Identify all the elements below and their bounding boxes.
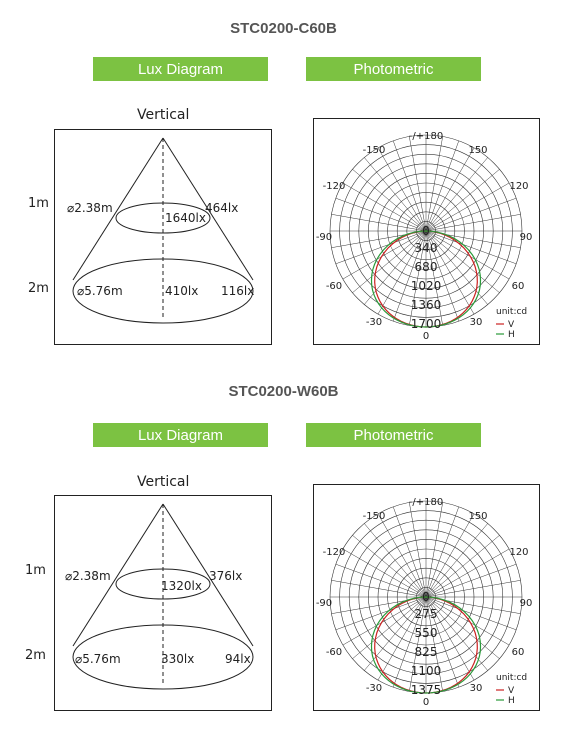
distance-2m-label: 2m <box>25 648 46 663</box>
center-lux-1m: 1640lx <box>165 211 206 225</box>
vertical-label: Vertical <box>137 107 190 123</box>
angle-label-neg120: -120 <box>322 181 346 192</box>
edge-lux-2m: 94lx <box>225 652 251 666</box>
angle-label-60: 60 <box>511 647 525 658</box>
angle-label-120: 120 <box>509 547 529 558</box>
lux-cone-diagram <box>55 496 271 710</box>
angle-label-150: 150 <box>468 511 488 522</box>
angle-label-90: 90 <box>519 598 533 609</box>
center-lux-2m: 410lx <box>165 284 199 298</box>
vertical-label: Vertical <box>137 474 190 490</box>
photometric-polar-chart <box>314 485 539 710</box>
legend-v-label: V <box>508 320 515 330</box>
angle-label-neg150: -150 <box>362 511 386 522</box>
unit-label: unit:cd <box>496 673 528 683</box>
legend-h-label: H <box>508 696 515 706</box>
angle-label-neg120: -120 <box>322 547 346 558</box>
angle-label-neg60: -60 <box>325 281 343 292</box>
lux-diagram-panel <box>54 495 272 711</box>
edge-lux-1m: 376lx <box>209 569 243 583</box>
tab-photometric[interactable]: Photometric <box>306 57 481 81</box>
tab-photometric[interactable]: Photometric <box>306 423 481 447</box>
legend-v-label: V <box>508 686 515 696</box>
ring-label-1: 275 <box>414 607 438 621</box>
edge-lux-2m: 116lx <box>221 284 255 298</box>
angle-label-0: 0 <box>422 697 430 708</box>
model-title: STC0200-C60B <box>230 20 337 37</box>
diameter-1m: ⌀2.38m <box>65 569 111 583</box>
diameter-1m: ⌀2.38m <box>67 201 113 215</box>
unit-label: unit:cd <box>496 307 528 317</box>
model-title: STC0200-W60B <box>228 383 339 400</box>
angle-label-150: 150 <box>468 145 488 156</box>
ring-label-1: 340 <box>414 241 438 255</box>
center-lux-2m: 330lx <box>161 652 195 666</box>
photometric-panel <box>313 118 540 345</box>
angle-label-30: 30 <box>469 317 483 328</box>
tab-lux-diagram[interactable]: Lux Diagram <box>93 423 268 447</box>
angle-label-neg90: -90 <box>315 232 333 243</box>
distance-1m-label: 1m <box>28 196 49 211</box>
center-lux-1m: 1320lx <box>161 579 202 593</box>
ring-label-2: 550 <box>414 626 438 640</box>
ring-label-3: 1020 <box>410 279 442 293</box>
diameter-2m: ⌀5.76m <box>75 652 121 666</box>
angle-label-neg150: -150 <box>362 145 386 156</box>
angle-label-180: -/+180 <box>408 131 444 142</box>
lux-diagram-panel <box>54 129 272 345</box>
photometric-panel <box>313 484 540 711</box>
angle-label-neg30: -30 <box>365 317 383 328</box>
distance-1m-label: 1m <box>25 563 46 578</box>
photometric-polar-chart <box>314 119 539 344</box>
edge-lux-1m: 464lx <box>205 201 239 215</box>
legend-h-label: H <box>508 330 515 340</box>
angle-label-neg90: -90 <box>315 598 333 609</box>
angle-label-30: 30 <box>469 683 483 694</box>
ring-label-3: 825 <box>414 645 438 659</box>
diameter-2m: ⌀5.76m <box>77 284 123 298</box>
angle-label-180: -/+180 <box>408 497 444 508</box>
angle-label-90: 90 <box>519 232 533 243</box>
angle-label-120: 120 <box>509 181 529 192</box>
distance-2m-label: 2m <box>28 281 49 296</box>
angle-label-neg60: -60 <box>325 647 343 658</box>
center-zero-label: 0 <box>422 224 430 238</box>
angle-label-60: 60 <box>511 281 525 292</box>
tab-lux-diagram[interactable]: Lux Diagram <box>93 57 268 81</box>
ring-label-5: 1375 <box>410 683 442 697</box>
ring-label-4: 1360 <box>410 298 442 312</box>
ring-label-5: 1700 <box>410 317 442 331</box>
angle-label-neg30: -30 <box>365 683 383 694</box>
ring-label-4: 1100 <box>410 664 442 678</box>
center-zero-label: 0 <box>422 590 430 604</box>
ring-label-2: 680 <box>414 260 438 274</box>
lux-cone-diagram <box>55 130 271 344</box>
angle-label-0: 0 <box>422 331 430 342</box>
